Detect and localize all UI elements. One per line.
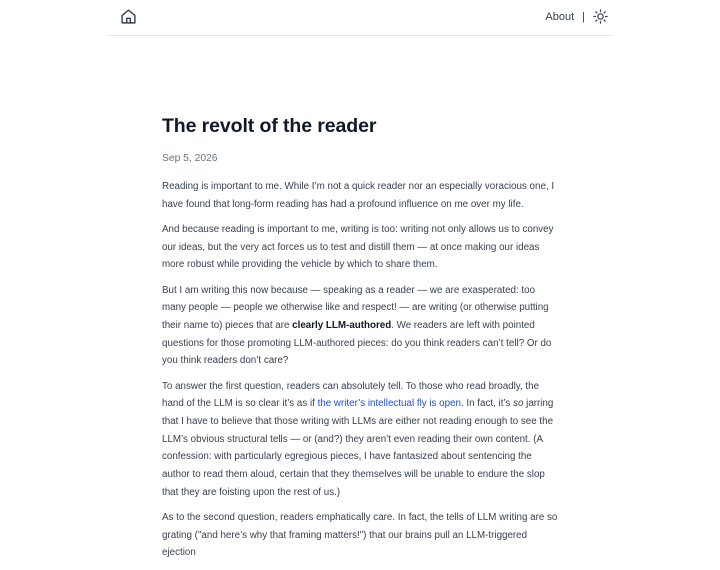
paragraph-3-text-b: . We readers are left with pointed questions for those promoting LLM-authored pieces: do you think readers can’t tell? Or do you think readers don’t care? <box>162 319 552 367</box>
article <box>162 112 558 570</box>
page-title: The revolt of the reader <box>162 115 377 137</box>
intellectual-fly-link[interactable]: the writer’s intellectual fly is open <box>317 398 461 410</box>
sun-icon[interactable] <box>593 9 608 24</box>
paragraph-4-text-b: . In fact, it’s <box>460 398 514 410</box>
paragraph-2: And because reading is important to me, writing is too: writing not only allows us to convey our ideas, but the very act forces us to test and distill them — at once making our ideas more robust while providing the vehicle by which to share them. <box>162 223 554 271</box>
paragraph-4-text-c: jarring that I have to believe that those writing with LLMs are either not reading enough to see the LLM’s obvious structural tells — or (and?) they aren’t even reading their own content. (A confession: with particularly egregious pieces, I have fantasized about sentencing the author to read them aloud, certain that they themselves will be unable to endure the slop that they are foisting upon the rest of us.) <box>162 398 554 498</box>
site-header <box>108 0 612 36</box>
nav-separator: | <box>582 10 585 23</box>
about-link[interactable]: About <box>545 10 575 23</box>
home-icon[interactable] <box>120 8 137 25</box>
post-date: Sep 5, 2026 <box>162 153 218 164</box>
header-nav <box>545 8 608 25</box>
paragraph-3-text-a: But I am writing this now because — speaking as a reader — we are exasperated: too many people — people we otherwise like and respect! — are writing (or otherwise putting their name to) pieces that are <box>162 284 549 331</box>
paragraph-1: Reading is important to me. While I’m not a quick reader nor an especially voracious one, I have found that long-form reading has had a profound influence on me over my life. <box>162 181 555 210</box>
paragraph-5: As to the second question, readers emphatically care. In fact, the tells of LLM writing are so grating ("and here’s why that framing matters!") that our brains pull an LLM-triggered ejection <box>162 511 558 559</box>
bold-phrase: clearly LLM-authored <box>292 319 392 331</box>
emphasis-so: so <box>513 398 524 410</box>
paragraph-3 <box>162 282 558 371</box>
paragraph-4-text-a: To answer the first question, readers can absolutely tell. To those who read broadly, the hand of the LLM is so clear it’s as if <box>162 380 540 410</box>
article-body <box>162 178 558 562</box>
paragraph-4 <box>162 378 558 502</box>
